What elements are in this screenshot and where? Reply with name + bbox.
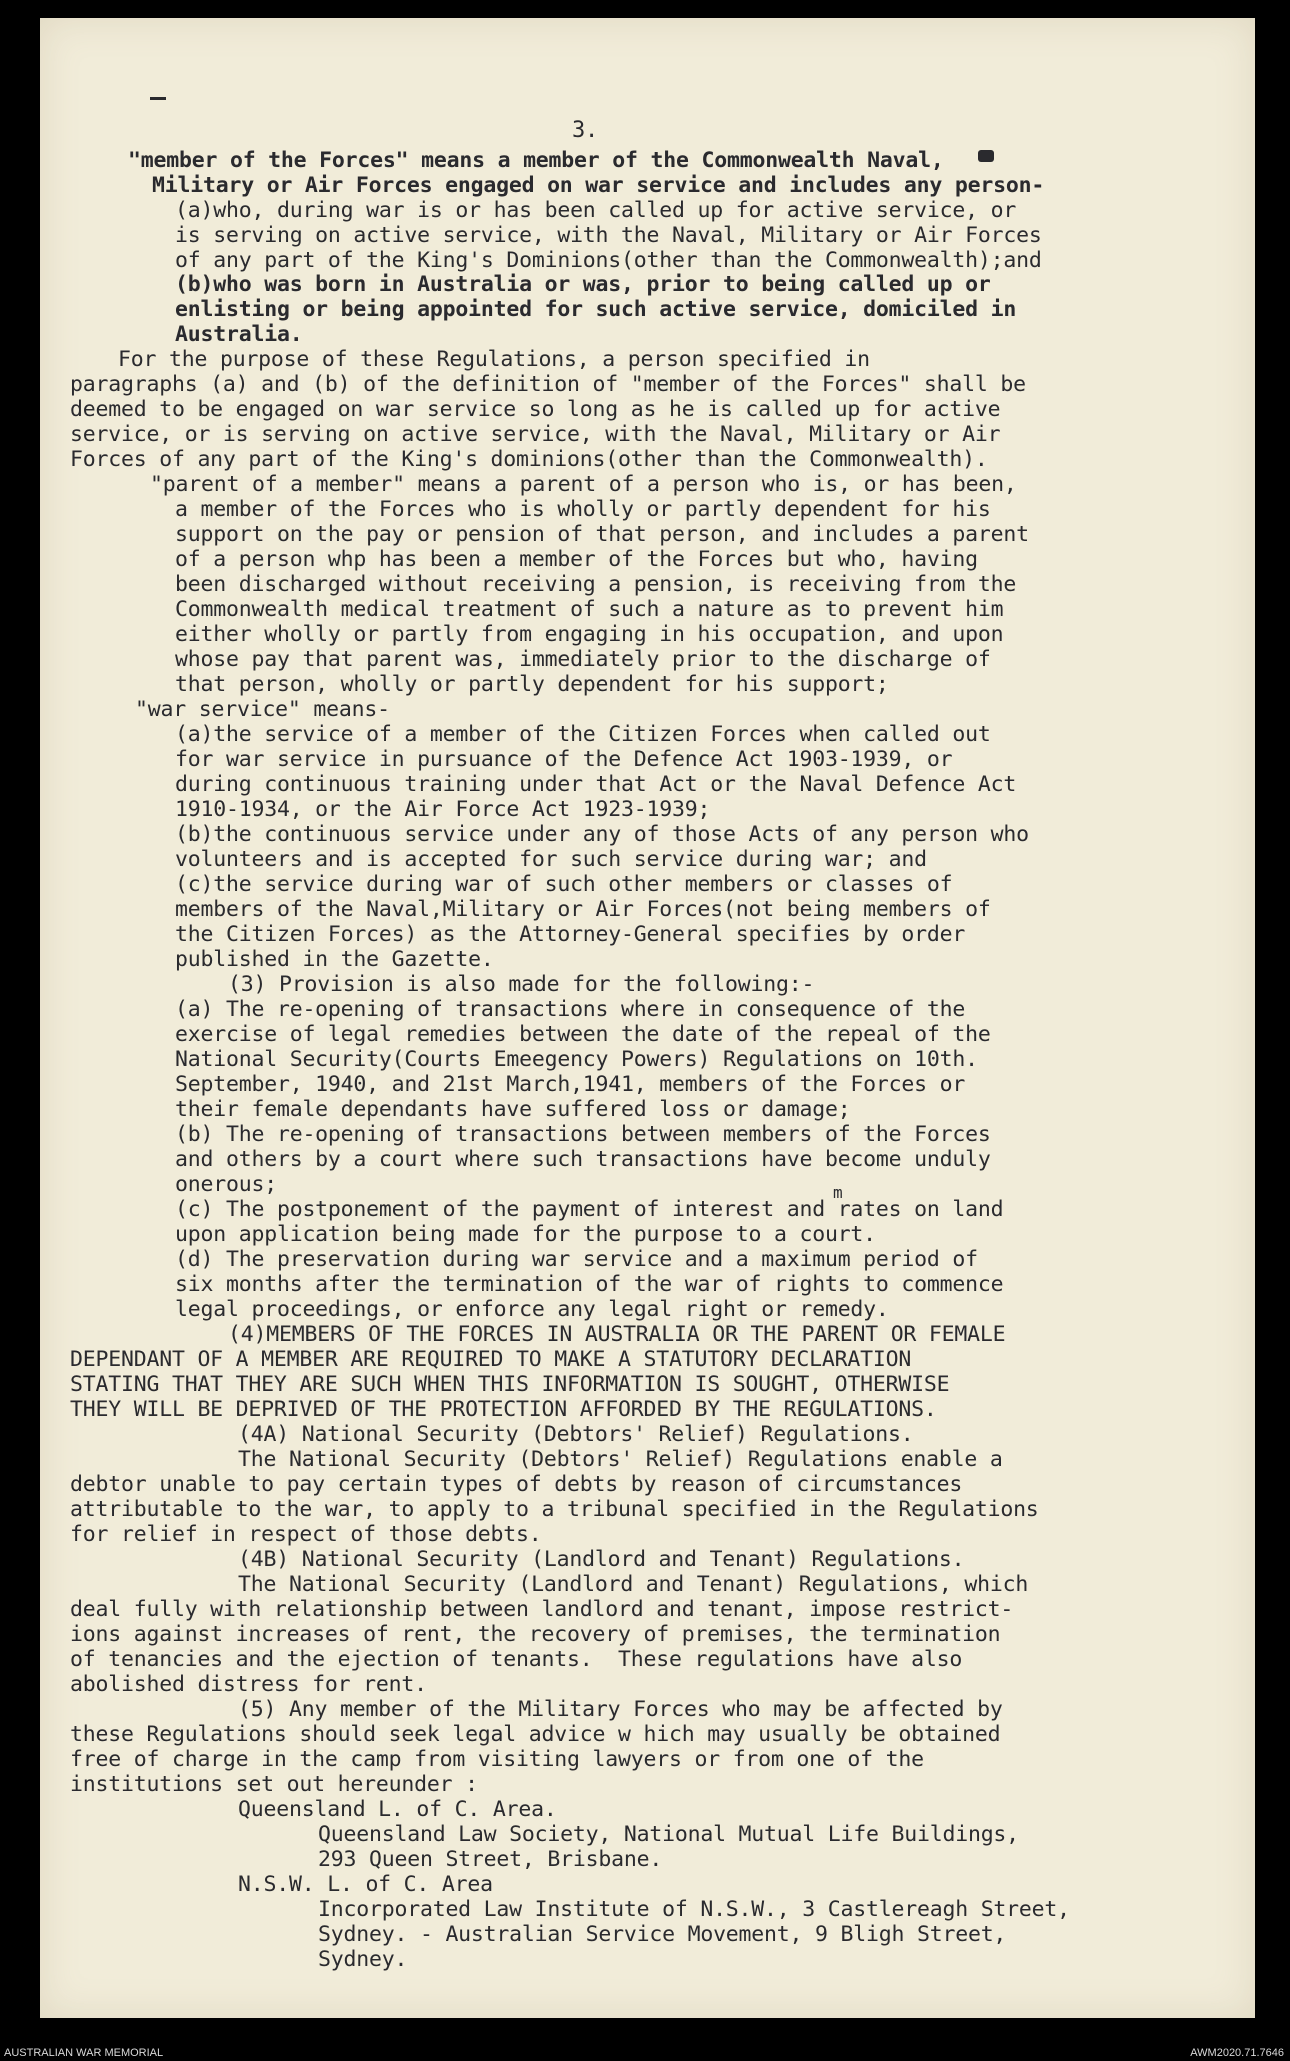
text-line: for relief in respect of those debts.: [70, 1522, 542, 1547]
text-line: (a)the service of a member of the Citizen Forces when called out: [175, 722, 991, 747]
text-line: their female dependants have suffered loss or damage;: [175, 1097, 851, 1122]
text-line: September, 1940, and 21st March,1941, members of the Forces or: [175, 1072, 966, 1097]
footer-accession-number: AWM2020.71.7646: [1190, 2047, 1284, 2059]
text-line: the Citizen Forces) as the Attorney-General specifies by order: [175, 922, 966, 947]
text-line: "war service" means-: [135, 697, 390, 722]
text-line: during continuous training under that Act or the Naval Defence Act: [175, 772, 1017, 797]
text-line: these Regulations should seek legal advice w hich may usually be obtained: [70, 1722, 1001, 1747]
handwritten-correction: m: [833, 1183, 843, 1202]
text-line: of a person whp has been a member of the Forces but who, having: [175, 547, 978, 572]
text-line: either wholly or partly from engaging in his occupation, and upon: [175, 622, 1004, 647]
ink-blot: [978, 150, 994, 162]
footer-archive-name: AUSTRALIAN WAR MEMORIAL: [4, 2047, 164, 2059]
text-line: six months after the termination of the war of rights to commence: [175, 1272, 1004, 1297]
pen-mark: [150, 97, 166, 100]
text-line: enlisting or being appointed for such active service, domiciled in: [175, 297, 1017, 322]
text-line: Queensland Law Society, National Mutual Life Buildings,: [318, 1822, 1019, 1847]
text-line: deal fully with relationship between landlord and tenant, impose restrict-: [70, 1597, 1014, 1622]
text-line: (4A) National Security (Debtors' Relief) Regulations.: [238, 1422, 914, 1447]
text-line: free of charge in the camp from visiting lawyers or from one of the: [70, 1747, 924, 1772]
text-line: "member of the Forces" means a member of the Commonwealth Naval,: [128, 148, 944, 173]
text-line: and others by a court where such transactions have become unduly: [175, 1147, 991, 1172]
text-line: (c)the service during war of such other members or classes of: [175, 872, 953, 897]
text-line: published in the Gazette.: [175, 947, 494, 972]
text-line: (4B) National Security (Landlord and Tenant) Regulations.: [238, 1547, 965, 1572]
text-line: Military or Air Forces engaged on war service and includes any person-: [152, 173, 1045, 198]
text-line: members of the Naval,Military or Air Forces(not being members of: [175, 897, 991, 922]
text-line: 1910-1934, or the Air Force Act 1923-1939;: [175, 797, 711, 822]
text-line: Australia.: [175, 322, 303, 347]
text-line: of any part of the King's Dominions(other than the Commonwealth);and: [175, 248, 1042, 273]
text-line: (5) Any member of the Military Forces who may be affected by: [238, 1697, 1003, 1722]
text-line: The National Security (Debtors' Relief) Regulations enable a: [238, 1447, 1003, 1472]
text-line: "parent of a member" means a parent of a person who is, or has been,: [150, 472, 1017, 497]
text-line: legal proceedings, or enforce any legal right or remedy.: [175, 1297, 889, 1322]
text-line: Sydney.: [318, 1947, 408, 1972]
text-line: N.S.W. L. of C. Area: [238, 1872, 493, 1897]
text-line: that person, wholly or partly dependent for his support;: [175, 672, 889, 697]
text-line: exercise of legal remedies between the date of the repeal of the: [175, 1022, 991, 1047]
text-line: (a)who, during war is or has been called up for active service, or: [175, 198, 1017, 223]
page-number: 3.: [572, 118, 599, 143]
text-line: National Security(Courts Emeegency Powers) Regulations on 10th.: [175, 1047, 978, 1072]
text-line: support on the pay or pension of that person, and includes a parent: [175, 522, 1029, 547]
text-line: upon application being made for the purpose to a court.: [175, 1222, 876, 1247]
text-line: (4)MEMBERS OF THE FORCES IN AUSTRALIA OR THE PARENT OR FEMALE: [228, 1322, 1006, 1347]
text-line: service, or is serving on active service, with the Naval, Military or Air: [70, 422, 1001, 447]
text-line: whose pay that parent was, immediately prior to the discharge of: [175, 647, 991, 672]
text-line: Incorporated Law Institute of N.S.W., 3 Castlereagh Street,: [318, 1897, 1070, 1922]
text-line: (b) The re-opening of transactions between members of the Forces: [175, 1122, 991, 1147]
text-line: Forces of any part of the King's dominions(other than the Commonwealth).: [70, 447, 988, 472]
text-line: of tenancies and the ejection of tenants. These regulations have also: [70, 1647, 963, 1672]
text-line: DEPENDANT OF A MEMBER ARE REQUIRED TO MAKE A STATUTORY DECLARATION: [70, 1347, 912, 1372]
text-line: onerous;: [175, 1172, 277, 1197]
text-line: (c) The postponement of the payment of interest and rates on land: [175, 1197, 1004, 1222]
text-line: (d) The preservation during war service and a maximum period of: [175, 1247, 978, 1272]
text-line: is serving on active service, with the Naval, Military or Air Forces: [175, 223, 1042, 248]
text-line: ions against increases of rent, the recovery of premises, the termination: [70, 1622, 1001, 1647]
text-line: been discharged without receiving a pension, is receiving from the: [175, 572, 1017, 597]
text-line: 293 Queen Street, Brisbane.: [318, 1847, 663, 1872]
text-line: for war service in pursuance of the Defence Act 1903-1939, or: [175, 747, 953, 772]
text-line: attributable to the war, to apply to a tribunal specified in the Regulations: [70, 1497, 1039, 1522]
text-line: deemed to be engaged on war service so long as he is called up for active: [70, 397, 1001, 422]
text-line: (a) The re-opening of transactions where in consequence of the: [175, 997, 966, 1022]
text-line: (3) Provision is also made for the following:-: [228, 972, 815, 997]
text-line: paragraphs (a) and (b) of the definition of "member of the Forces" shall be: [70, 372, 1026, 397]
text-line: For the purpose of these Regulations, a person specified in: [118, 347, 870, 372]
text-line: (b)who was born in Australia or was, prior to being called up or: [175, 272, 991, 297]
text-line: volunteers and is accepted for such service during war; and: [175, 847, 927, 872]
text-line: a member of the Forces who is wholly or partly dependent for his: [175, 497, 991, 522]
text-line: abolished distress for rent.: [70, 1672, 427, 1697]
text-line: STATING THAT THEY ARE SUCH WHEN THIS INFORMATION IS SOUGHT, OTHERWISE: [70, 1372, 950, 1397]
text-line: Queensland L. of C. Area.: [238, 1797, 557, 1822]
text-line: (b)the continuous service under any of those Acts of any person who: [175, 822, 1029, 847]
text-line: institutions set out hereunder :: [70, 1772, 478, 1797]
text-line: Commonwealth medical treatment of such a nature as to prevent him: [175, 597, 1004, 622]
text-line: Sydney. - Australian Service Movement, 9 Bligh Street,: [318, 1922, 1007, 1947]
text-line: THEY WILL BE DEPRIVED OF THE PROTECTION AFFORDED BY THE REGULATIONS.: [70, 1397, 937, 1422]
text-line: The National Security (Landlord and Tenant) Regulations, which: [238, 1572, 1029, 1597]
text-line: debtor unable to pay certain types of debts by reason of circumstances: [70, 1472, 963, 1497]
